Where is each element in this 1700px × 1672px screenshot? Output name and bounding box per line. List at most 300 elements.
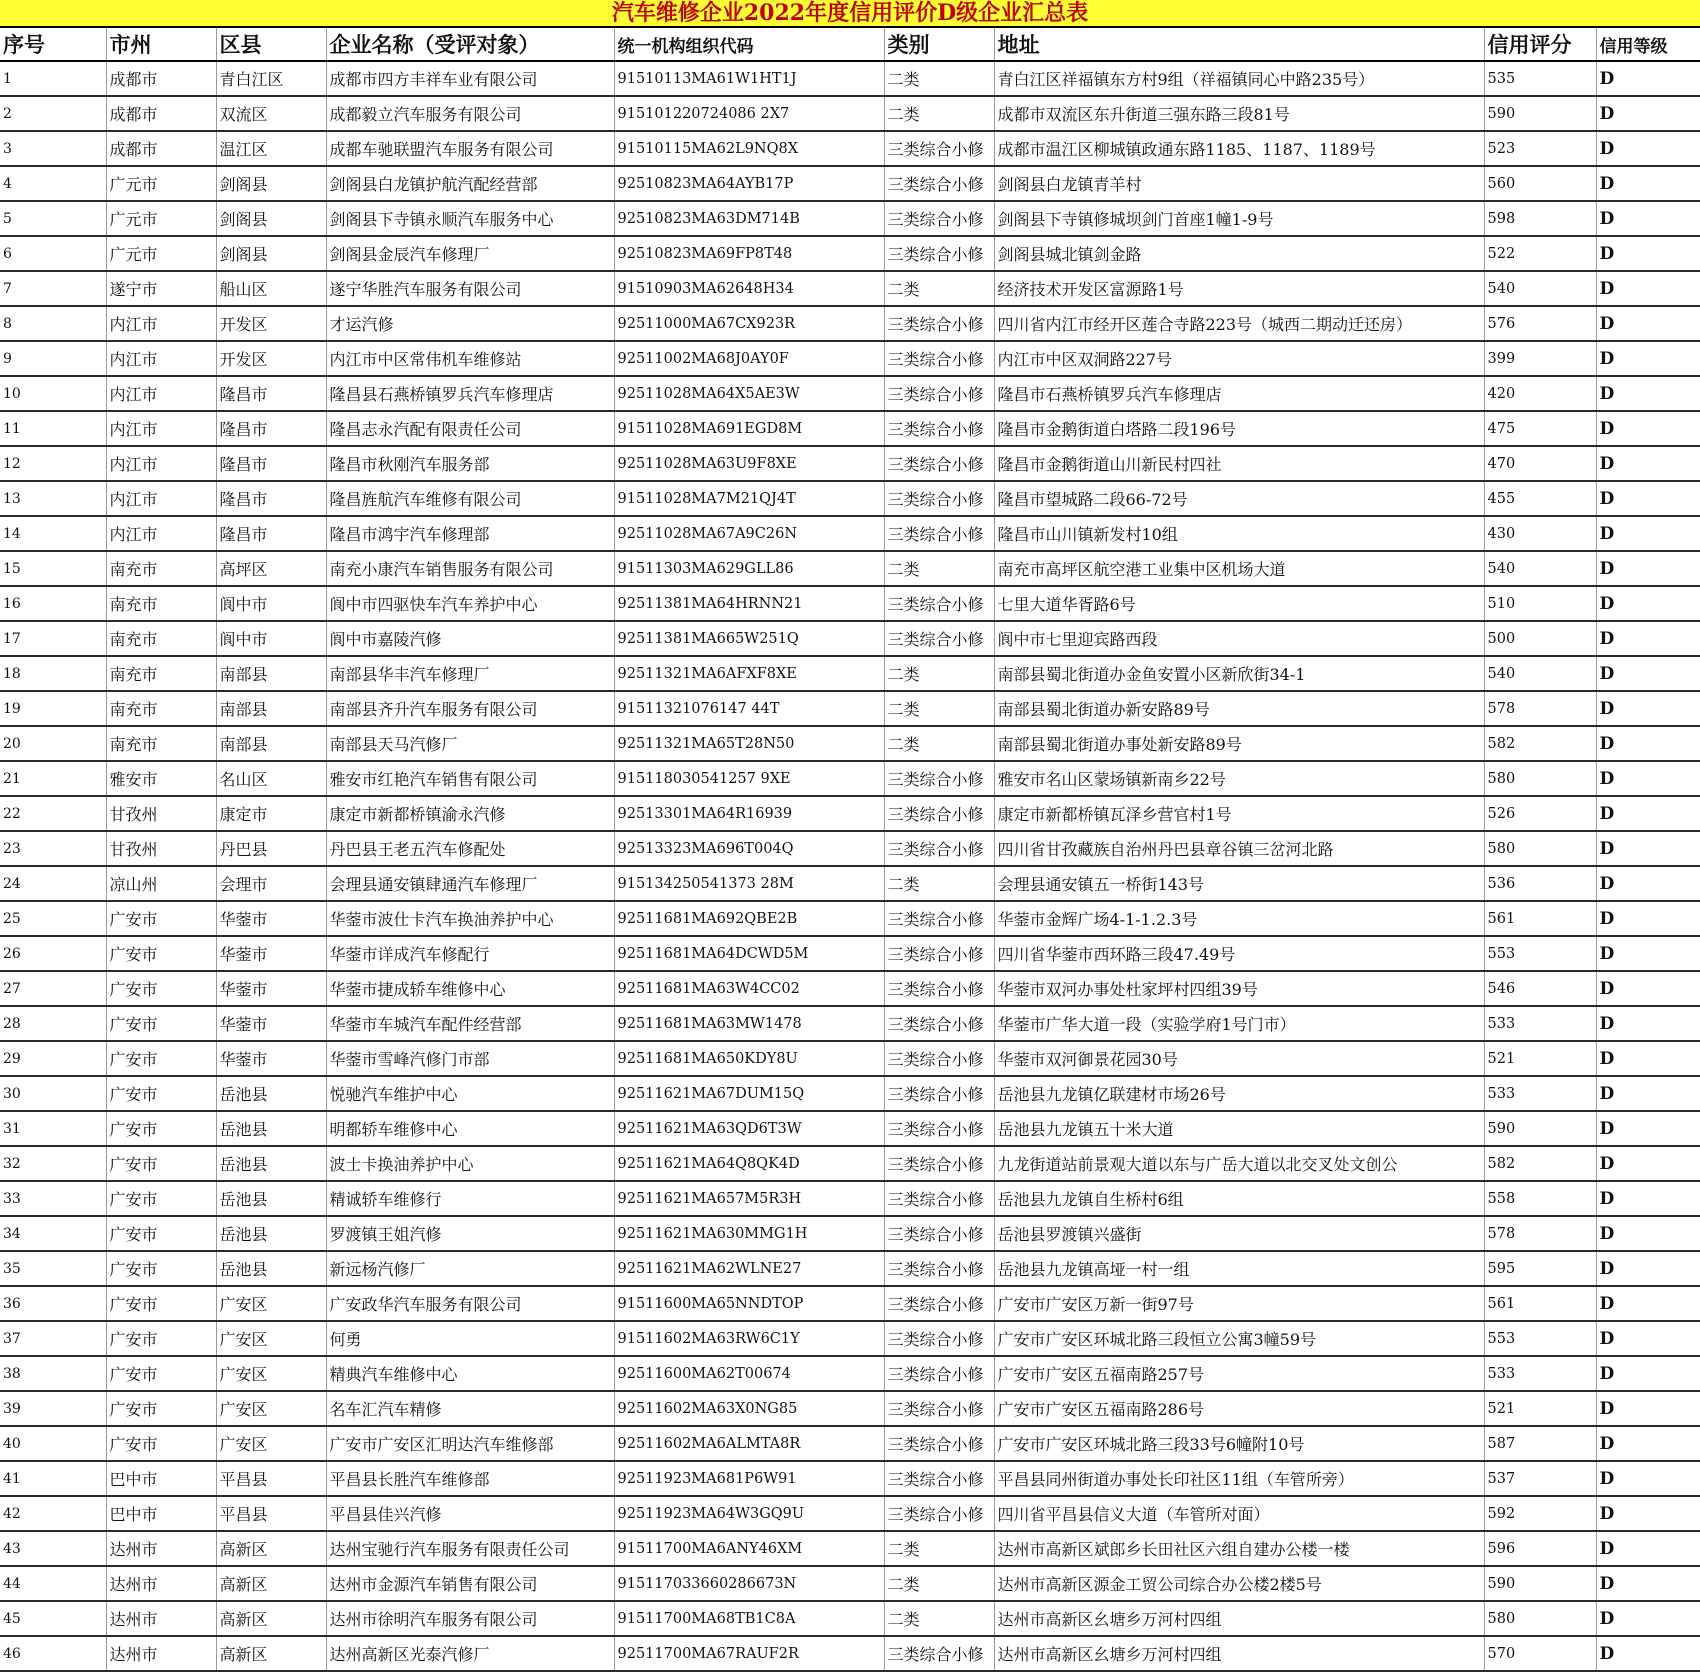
cell-city[interactable]: 广安市: [106, 1251, 216, 1286]
cell-seq[interactable]: 34: [0, 1216, 106, 1251]
cell-company[interactable]: 隆昌县石燕桥镇罗兵汽车修理店: [326, 376, 614, 411]
cell-grade[interactable]: D: [1596, 656, 1700, 691]
cell-city[interactable]: 南充市: [106, 551, 216, 586]
cell-category[interactable]: 三类综合小修: [884, 1426, 994, 1461]
table-row[interactable]: [0, 1356, 1700, 1391]
cell-district[interactable]: 华蓥市: [216, 901, 326, 936]
cell-address[interactable]: 成都市温江区柳城镇政通东路1185、1187、1189号: [994, 131, 1484, 166]
cell-city[interactable]: 广元市: [106, 236, 216, 271]
cell-code[interactable]: 91510115MA62L9NQ8X: [614, 131, 884, 166]
cell-category[interactable]: 三类综合小修: [884, 586, 994, 621]
cell-code[interactable]: 92511621MA64Q8QK4D: [614, 1146, 884, 1181]
cell-city[interactable]: 遂宁市: [106, 271, 216, 306]
table-row[interactable]: [0, 1496, 1700, 1531]
cell-score[interactable]: 578: [1484, 691, 1596, 726]
cell-city[interactable]: 南充市: [106, 621, 216, 656]
cell-code[interactable]: 92510823MA63DM714B: [614, 201, 884, 236]
cell-city[interactable]: 内江市: [106, 481, 216, 516]
table-row[interactable]: [0, 1041, 1700, 1076]
table-row[interactable]: [0, 1286, 1700, 1321]
cell-score[interactable]: 526: [1484, 796, 1596, 831]
cell-company[interactable]: 平昌县佳兴汽修: [326, 1496, 614, 1531]
cell-code[interactable]: 915117033660286673N: [614, 1566, 884, 1601]
cell-district[interactable]: 阆中市: [216, 621, 326, 656]
cell-score[interactable]: 590: [1484, 1566, 1596, 1601]
header-score[interactable]: 信用评分: [1484, 28, 1596, 61]
cell-city[interactable]: 广元市: [106, 166, 216, 201]
cell-district[interactable]: 岳池县: [216, 1251, 326, 1286]
cell-category[interactable]: 三类综合小修: [884, 796, 994, 831]
cell-seq[interactable]: 42: [0, 1496, 106, 1531]
cell-category[interactable]: 二类: [884, 866, 994, 901]
cell-company[interactable]: 华蓥市捷成轿车维修中心: [326, 971, 614, 1006]
cell-seq[interactable]: 3: [0, 131, 106, 166]
cell-code[interactable]: 92511000MA67CX923R: [614, 306, 884, 341]
cell-code[interactable]: 92511681MA63W4CC02: [614, 971, 884, 1006]
cell-address[interactable]: 华蓥市双河办事处杜家坪村四组39号: [994, 971, 1484, 1006]
cell-seq[interactable]: 4: [0, 166, 106, 201]
cell-address[interactable]: 广安市广安区环城北路三段33号6幢附10号: [994, 1426, 1484, 1461]
cell-score[interactable]: 510: [1484, 586, 1596, 621]
cell-city[interactable]: 南充市: [106, 656, 216, 691]
cell-seq[interactable]: 29: [0, 1041, 106, 1076]
cell-code[interactable]: 92511923MA64W3GQ9U: [614, 1496, 884, 1531]
cell-seq[interactable]: 14: [0, 516, 106, 551]
cell-city[interactable]: 雅安市: [106, 761, 216, 796]
table-row[interactable]: [0, 971, 1700, 1006]
cell-address[interactable]: 七里大道华胥路6号: [994, 586, 1484, 621]
cell-grade[interactable]: D: [1596, 446, 1700, 481]
cell-district[interactable]: 岳池县: [216, 1076, 326, 1111]
cell-city[interactable]: 广安市: [106, 1181, 216, 1216]
cell-score[interactable]: 535: [1484, 61, 1596, 96]
cell-seq[interactable]: 15: [0, 551, 106, 586]
cell-address[interactable]: 隆昌市石燕桥镇罗兵汽车修理店: [994, 376, 1484, 411]
cell-seq[interactable]: 23: [0, 831, 106, 866]
cell-grade[interactable]: D: [1596, 1496, 1700, 1531]
cell-category[interactable]: 二类: [884, 1566, 994, 1601]
cell-grade[interactable]: D: [1596, 1181, 1700, 1216]
table-row[interactable]: [0, 306, 1700, 341]
cell-address[interactable]: 南充市高坪区航空港工业集中区机场大道: [994, 551, 1484, 586]
cell-code[interactable]: 92511681MA63MW1478: [614, 1006, 884, 1041]
cell-category[interactable]: 三类综合小修: [884, 1216, 994, 1251]
cell-seq[interactable]: 17: [0, 621, 106, 656]
cell-grade[interactable]: D: [1596, 1426, 1700, 1461]
cell-category[interactable]: 三类综合小修: [884, 236, 994, 271]
cell-seq[interactable]: 13: [0, 481, 106, 516]
header-seq[interactable]: 序号: [0, 28, 106, 61]
cell-score[interactable]: 553: [1484, 1321, 1596, 1356]
cell-code[interactable]: 915134250541373 28M: [614, 866, 884, 901]
cell-code[interactable]: 92511621MA62WLNE27: [614, 1251, 884, 1286]
cell-seq[interactable]: 9: [0, 341, 106, 376]
cell-company[interactable]: 何勇: [326, 1321, 614, 1356]
cell-grade[interactable]: D: [1596, 131, 1700, 166]
cell-seq[interactable]: 40: [0, 1426, 106, 1461]
cell-category[interactable]: 三类综合小修: [884, 1356, 994, 1391]
cell-grade[interactable]: D: [1596, 341, 1700, 376]
cell-city[interactable]: 内江市: [106, 446, 216, 481]
cell-seq[interactable]: 16: [0, 586, 106, 621]
cell-city[interactable]: 达州市: [106, 1636, 216, 1671]
cell-address[interactable]: 达州市高新区幺塘乡万河村四组: [994, 1636, 1484, 1671]
cell-category[interactable]: 三类综合小修: [884, 936, 994, 971]
cell-address[interactable]: 隆昌市山川镇新发村10组: [994, 516, 1484, 551]
table-row[interactable]: [0, 446, 1700, 481]
cell-district[interactable]: 剑阁县: [216, 236, 326, 271]
cell-grade[interactable]: D: [1596, 586, 1700, 621]
cell-city[interactable]: 南充市: [106, 586, 216, 621]
cell-category[interactable]: 三类综合小修: [884, 831, 994, 866]
cell-category[interactable]: 三类综合小修: [884, 761, 994, 796]
cell-district[interactable]: 名山区: [216, 761, 326, 796]
header-category[interactable]: 类别: [884, 28, 994, 61]
cell-code[interactable]: 91511303MA629GLL86: [614, 551, 884, 586]
cell-city[interactable]: 广安市: [106, 1006, 216, 1041]
cell-address[interactable]: 南部县蜀北街道办事处新安路89号: [994, 726, 1484, 761]
cell-seq[interactable]: 19: [0, 691, 106, 726]
cell-city[interactable]: 广安市: [106, 1356, 216, 1391]
cell-city[interactable]: 凉山州: [106, 866, 216, 901]
cell-district[interactable]: 青白江区: [216, 61, 326, 96]
cell-score[interactable]: 561: [1484, 1286, 1596, 1321]
table-row[interactable]: [0, 551, 1700, 586]
cell-code[interactable]: 92511700MA67RAUF2R: [614, 1636, 884, 1671]
cell-category[interactable]: 三类综合小修: [884, 131, 994, 166]
cell-code[interactable]: 91510903MA62648H34: [614, 271, 884, 306]
cell-seq[interactable]: 27: [0, 971, 106, 1006]
cell-address[interactable]: 康定市新都桥镇瓦泽乡营官村1号: [994, 796, 1484, 831]
table-row[interactable]: [0, 1076, 1700, 1111]
cell-code[interactable]: 92511602MA63X0NG85: [614, 1391, 884, 1426]
cell-score[interactable]: 560: [1484, 166, 1596, 201]
cell-district[interactable]: 岳池县: [216, 1111, 326, 1146]
table-row[interactable]: [0, 1461, 1700, 1496]
cell-company[interactable]: 精典汽车维修中心: [326, 1356, 614, 1391]
cell-district[interactable]: 剑阁县: [216, 201, 326, 236]
cell-seq[interactable]: 10: [0, 376, 106, 411]
cell-score[interactable]: 558: [1484, 1181, 1596, 1216]
cell-address[interactable]: 达州市高新区幺塘乡万河村四组: [994, 1601, 1484, 1636]
cell-score[interactable]: 521: [1484, 1391, 1596, 1426]
cell-score[interactable]: 536: [1484, 866, 1596, 901]
cell-address[interactable]: 平昌县同州街道办事处长印社区11组（车管所旁）: [994, 1461, 1484, 1496]
cell-seq[interactable]: 8: [0, 306, 106, 341]
table-row[interactable]: [0, 271, 1700, 306]
cell-seq[interactable]: 41: [0, 1461, 106, 1496]
cell-city[interactable]: 广安市: [106, 1321, 216, 1356]
cell-district[interactable]: 华蓥市: [216, 1006, 326, 1041]
cell-grade[interactable]: D: [1596, 1041, 1700, 1076]
cell-score[interactable]: 546: [1484, 971, 1596, 1006]
cell-code[interactable]: 92511621MA657M5R3H: [614, 1181, 884, 1216]
cell-district[interactable]: 阆中市: [216, 586, 326, 621]
cell-district[interactable]: 广安区: [216, 1356, 326, 1391]
table-row[interactable]: [0, 691, 1700, 726]
cell-seq[interactable]: 24: [0, 866, 106, 901]
cell-seq[interactable]: 37: [0, 1321, 106, 1356]
cell-seq[interactable]: 32: [0, 1146, 106, 1181]
cell-seq[interactable]: 18: [0, 656, 106, 691]
cell-score[interactable]: 537: [1484, 1461, 1596, 1496]
cell-grade[interactable]: D: [1596, 1006, 1700, 1041]
cell-company[interactable]: 罗渡镇王姐汽修: [326, 1216, 614, 1251]
cell-code[interactable]: 91511028MA7M21QJ4T: [614, 481, 884, 516]
cell-code[interactable]: 92511028MA64X5AE3W: [614, 376, 884, 411]
cell-address[interactable]: 四川省平昌县信义大道（车管所对面）: [994, 1496, 1484, 1531]
cell-grade[interactable]: D: [1596, 61, 1700, 96]
cell-code[interactable]: 92511028MA67A9C26N: [614, 516, 884, 551]
cell-grade[interactable]: D: [1596, 1636, 1700, 1671]
table-row[interactable]: [0, 516, 1700, 551]
cell-city[interactable]: 广安市: [106, 1111, 216, 1146]
table-row[interactable]: [0, 96, 1700, 131]
cell-code[interactable]: 91511028MA691EGD8M: [614, 411, 884, 446]
cell-city[interactable]: 广安市: [106, 1216, 216, 1251]
cell-category[interactable]: 二类: [884, 1601, 994, 1636]
cell-score[interactable]: 587: [1484, 1426, 1596, 1461]
cell-score[interactable]: 580: [1484, 761, 1596, 796]
cell-grade[interactable]: D: [1596, 1146, 1700, 1181]
cell-grade[interactable]: D: [1596, 761, 1700, 796]
cell-category[interactable]: 三类综合小修: [884, 1321, 994, 1356]
cell-company[interactable]: 悦驰汽车维护中心: [326, 1076, 614, 1111]
cell-code[interactable]: 92511621MA630MMG1H: [614, 1216, 884, 1251]
cell-address[interactable]: 华蓥市广华大道一段（实验学府1号门市）: [994, 1006, 1484, 1041]
cell-city[interactable]: 甘孜州: [106, 831, 216, 866]
cell-score[interactable]: 522: [1484, 236, 1596, 271]
cell-grade[interactable]: D: [1596, 726, 1700, 761]
table-row[interactable]: [0, 1181, 1700, 1216]
cell-category[interactable]: 三类综合小修: [884, 1636, 994, 1671]
cell-company[interactable]: 才运汽修: [326, 306, 614, 341]
cell-company[interactable]: 成都毅立汽车服务有限公司: [326, 96, 614, 131]
cell-district[interactable]: 高新区: [216, 1601, 326, 1636]
cell-category[interactable]: 三类综合小修: [884, 1041, 994, 1076]
cell-category[interactable]: 三类综合小修: [884, 516, 994, 551]
cell-grade[interactable]: D: [1596, 166, 1700, 201]
cell-address[interactable]: 隆昌市金鹅街道山川新民村四社: [994, 446, 1484, 481]
cell-score[interactable]: 533: [1484, 1006, 1596, 1041]
table-row[interactable]: [0, 376, 1700, 411]
cell-score[interactable]: 540: [1484, 551, 1596, 586]
cell-score[interactable]: 582: [1484, 726, 1596, 761]
cell-address[interactable]: 华蓥市金辉广场4-1-1.2.3号: [994, 901, 1484, 936]
cell-city[interactable]: 巴中市: [106, 1496, 216, 1531]
cell-category[interactable]: 三类综合小修: [884, 481, 994, 516]
cell-district[interactable]: 高新区: [216, 1636, 326, 1671]
cell-grade[interactable]: D: [1596, 1111, 1700, 1146]
cell-score[interactable]: 540: [1484, 656, 1596, 691]
header-company[interactable]: 企业名称（受评对象）: [326, 28, 614, 61]
cell-district[interactable]: 开发区: [216, 341, 326, 376]
cell-score[interactable]: 533: [1484, 1356, 1596, 1391]
cell-city[interactable]: 甘孜州: [106, 796, 216, 831]
cell-city[interactable]: 广安市: [106, 1041, 216, 1076]
cell-company[interactable]: 名车汇汽车精修: [326, 1391, 614, 1426]
cell-seq[interactable]: 22: [0, 796, 106, 831]
cell-grade[interactable]: D: [1596, 1251, 1700, 1286]
cell-score[interactable]: 420: [1484, 376, 1596, 411]
cell-district[interactable]: 岳池县: [216, 1146, 326, 1181]
cell-seq[interactable]: 33: [0, 1181, 106, 1216]
cell-grade[interactable]: D: [1596, 796, 1700, 831]
cell-grade[interactable]: D: [1596, 691, 1700, 726]
cell-district[interactable]: 南部县: [216, 726, 326, 761]
cell-company[interactable]: 华蓥市波仕卡汽车换油养护中心: [326, 901, 614, 936]
cell-address[interactable]: 广安市广安区环城北路三段恒立公寓3幢59号: [994, 1321, 1484, 1356]
cell-code[interactable]: 92511621MA63QD6T3W: [614, 1111, 884, 1146]
table-row[interactable]: [0, 586, 1700, 621]
cell-address[interactable]: 阆中市七里迎宾路西段: [994, 621, 1484, 656]
cell-company[interactable]: 华蓥市雪峰汽修门市部: [326, 1041, 614, 1076]
cell-city[interactable]: 内江市: [106, 411, 216, 446]
cell-category[interactable]: 三类综合小修: [884, 376, 994, 411]
cell-company[interactable]: 达州宝驰行汽车服务有限责任公司: [326, 1531, 614, 1566]
header-city[interactable]: 市州: [106, 28, 216, 61]
cell-company[interactable]: 康定市新都桥镇渝永汽修: [326, 796, 614, 831]
cell-seq[interactable]: 44: [0, 1566, 106, 1601]
cell-company[interactable]: 隆昌志永汽配有限责任公司: [326, 411, 614, 446]
cell-category[interactable]: 三类综合小修: [884, 411, 994, 446]
cell-category[interactable]: 三类综合小修: [884, 1461, 994, 1496]
table-row[interactable]: [0, 1216, 1700, 1251]
cell-company[interactable]: 平昌县长胜汽车维修部: [326, 1461, 614, 1496]
cell-company[interactable]: 成都车驰联盟汽车服务有限公司: [326, 131, 614, 166]
cell-code[interactable]: 92511621MA67DUM15Q: [614, 1076, 884, 1111]
cell-grade[interactable]: D: [1596, 376, 1700, 411]
cell-category[interactable]: 二类: [884, 551, 994, 586]
cell-grade[interactable]: D: [1596, 1566, 1700, 1601]
table-row[interactable]: [0, 831, 1700, 866]
cell-category[interactable]: 三类综合小修: [884, 1006, 994, 1041]
cell-category[interactable]: 三类综合小修: [884, 1181, 994, 1216]
cell-score[interactable]: 578: [1484, 1216, 1596, 1251]
cell-address[interactable]: 达州市高新区源金工贸公司综合办公楼2楼5号: [994, 1566, 1484, 1601]
cell-code[interactable]: 92511600MA62T00674: [614, 1356, 884, 1391]
cell-city[interactable]: 广安市: [106, 1286, 216, 1321]
cell-company[interactable]: 华蓥市车城汽车配件经营部: [326, 1006, 614, 1041]
cell-address[interactable]: 四川省内江市经开区莲合寺路223号（城西二期动迁还房）: [994, 306, 1484, 341]
cell-district[interactable]: 康定市: [216, 796, 326, 831]
cell-seq[interactable]: 30: [0, 1076, 106, 1111]
table-row[interactable]: [0, 341, 1700, 376]
cell-grade[interactable]: D: [1596, 1531, 1700, 1566]
cell-district[interactable]: 会理市: [216, 866, 326, 901]
cell-seq[interactable]: 6: [0, 236, 106, 271]
cell-city[interactable]: 达州市: [106, 1566, 216, 1601]
cell-address[interactable]: 岳池县九龙镇五十米大道: [994, 1111, 1484, 1146]
cell-category[interactable]: 三类综合小修: [884, 341, 994, 376]
cell-seq[interactable]: 25: [0, 901, 106, 936]
cell-district[interactable]: 隆昌市: [216, 376, 326, 411]
cell-district[interactable]: 隆昌市: [216, 446, 326, 481]
cell-code[interactable]: 92511681MA64DCWD5M: [614, 936, 884, 971]
cell-category[interactable]: 三类综合小修: [884, 166, 994, 201]
table-row[interactable]: [0, 481, 1700, 516]
table-row[interactable]: [0, 656, 1700, 691]
cell-seq[interactable]: 12: [0, 446, 106, 481]
cell-company[interactable]: 剑阁县白龙镇护航汽配经营部: [326, 166, 614, 201]
cell-code[interactable]: 92510823MA69FP8T48: [614, 236, 884, 271]
cell-code[interactable]: 92511321MA6AFXF8XE: [614, 656, 884, 691]
header-grade[interactable]: 信用等级: [1596, 28, 1700, 61]
cell-company[interactable]: 精诚轿车维修行: [326, 1181, 614, 1216]
cell-company[interactable]: 波士卡换油养护中心: [326, 1146, 614, 1181]
cell-address[interactable]: 岳池县罗渡镇兴盛街: [994, 1216, 1484, 1251]
cell-district[interactable]: 高新区: [216, 1566, 326, 1601]
cell-district[interactable]: 丹巴县: [216, 831, 326, 866]
cell-category[interactable]: 三类综合小修: [884, 1146, 994, 1181]
cell-company[interactable]: 阆中市四驱快车汽车养护中心: [326, 586, 614, 621]
table-row[interactable]: [0, 166, 1700, 201]
cell-city[interactable]: 巴中市: [106, 1461, 216, 1496]
cell-grade[interactable]: D: [1596, 1356, 1700, 1391]
cell-grade[interactable]: D: [1596, 901, 1700, 936]
cell-district[interactable]: 华蓥市: [216, 936, 326, 971]
cell-grade[interactable]: D: [1596, 1321, 1700, 1356]
table-row[interactable]: [0, 621, 1700, 656]
cell-score[interactable]: 470: [1484, 446, 1596, 481]
cell-category[interactable]: 三类综合小修: [884, 201, 994, 236]
cell-grade[interactable]: D: [1596, 1461, 1700, 1496]
cell-seq[interactable]: 39: [0, 1391, 106, 1426]
cell-code[interactable]: 91511700MA6ANY46XM: [614, 1531, 884, 1566]
cell-district[interactable]: 高新区: [216, 1531, 326, 1566]
cell-score[interactable]: 580: [1484, 1601, 1596, 1636]
table-row[interactable]: [0, 1321, 1700, 1356]
cell-code[interactable]: 92511321MA65T28N50: [614, 726, 884, 761]
cell-score[interactable]: 540: [1484, 271, 1596, 306]
cell-code[interactable]: 92513301MA64R16939: [614, 796, 884, 831]
cell-address[interactable]: 九龙街道站前景观大道以东与广岳大道以北交叉处文创公: [994, 1146, 1484, 1181]
cell-code[interactable]: 92511681MA692QBE2B: [614, 901, 884, 936]
cell-district[interactable]: 高坪区: [216, 551, 326, 586]
cell-code[interactable]: 91510113MA61W1HT1J: [614, 61, 884, 96]
cell-company[interactable]: 达州市金源汽车销售有限公司: [326, 1566, 614, 1601]
cell-category[interactable]: 二类: [884, 96, 994, 131]
table-row[interactable]: [0, 236, 1700, 271]
cell-city[interactable]: 成都市: [106, 96, 216, 131]
cell-grade[interactable]: D: [1596, 831, 1700, 866]
cell-code[interactable]: 92511002MA68J0AY0F: [614, 341, 884, 376]
cell-grade[interactable]: D: [1596, 306, 1700, 341]
cell-code[interactable]: 91511321076147 44T: [614, 691, 884, 726]
cell-seq[interactable]: 2: [0, 96, 106, 131]
cell-city[interactable]: 广安市: [106, 971, 216, 1006]
cell-company[interactable]: 成都市四方丰祥车业有限公司: [326, 61, 614, 96]
cell-district[interactable]: 船山区: [216, 271, 326, 306]
cell-seq[interactable]: 11: [0, 411, 106, 446]
cell-company[interactable]: 南部县天马汽修厂: [326, 726, 614, 761]
cell-district[interactable]: 隆昌市: [216, 411, 326, 446]
cell-city[interactable]: 内江市: [106, 306, 216, 341]
cell-grade[interactable]: D: [1596, 1216, 1700, 1251]
cell-score[interactable]: 590: [1484, 1111, 1596, 1146]
cell-company[interactable]: 广安政华汽车服务有限公司: [326, 1286, 614, 1321]
cell-district[interactable]: 平昌县: [216, 1461, 326, 1496]
cell-company[interactable]: 隆昌旌航汽车维修有限公司: [326, 481, 614, 516]
cell-category[interactable]: 二类: [884, 726, 994, 761]
table-row[interactable]: [0, 131, 1700, 166]
cell-grade[interactable]: D: [1596, 1601, 1700, 1636]
cell-category[interactable]: 三类综合小修: [884, 306, 994, 341]
cell-code[interactable]: 92511923MA681P6W91: [614, 1461, 884, 1496]
cell-company[interactable]: 剑阁县金辰汽车修理厂: [326, 236, 614, 271]
cell-company[interactable]: 内江市中区常伟机车维修站: [326, 341, 614, 376]
cell-score[interactable]: 598: [1484, 201, 1596, 236]
